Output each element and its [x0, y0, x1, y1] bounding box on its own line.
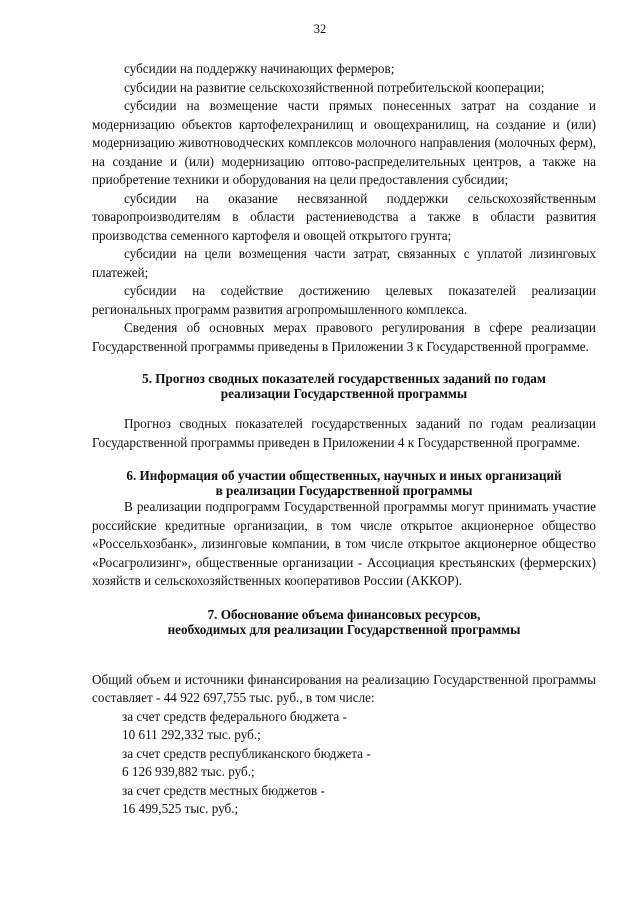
funding-line: за счет средств республиканского бюджета - — [122, 745, 371, 761]
funding-line: за счет средств федерального бюджета - — [122, 708, 347, 724]
funding-line: 6 126 939,882 тыс. руб.; — [122, 764, 255, 780]
list-item: субсидии на цели возмещения части затрат, связанных с уплатой лизинговых платежей; — [92, 246, 596, 280]
document-body — [92, 60, 596, 819]
funding-line: 16 499,525 тыс. руб.; — [122, 801, 239, 817]
list-item: субсидии на развитие сельскохозяйственной потребительской кооперации; — [124, 79, 545, 95]
section-6-title-line-2: в реализации Государственной программы — [215, 483, 473, 498]
funding-line: за счет средств местных бюджетов - — [122, 782, 325, 798]
page-number: 32 — [313, 22, 327, 36]
list-item: субсидии на содействие достижению целевых показателей реализации региональных программ развития агропромышленного комплекса. — [92, 283, 596, 317]
section-7-total: Общий объем и источники финансирования на реализацию Государственной программы составляет - 44 922 697,755 тыс. руб., в том числе: — [92, 671, 596, 705]
section-6-text: В реализации подпрограмм Государственной программы могут принимать участие российские кредитные организации, в том числе открытое акционерное общество «Россельхозбанк», лизинговые компании, в том числе открытое акционерное общество «Росагролизинг», общественные организации - Ассоциация крестьянских (фермерских) хозяйств и сельскохозяйственных кооперативов России (АККОР). — [92, 499, 596, 588]
section-5-text: Прогноз сводных показателей государственных заданий по годам реализации Государственной программы приведен в Приложении 4 к Государственной программе. — [92, 416, 596, 450]
section-6-title-line-1: 6. Информация об участии общественных, научных и иных организаций — [126, 468, 562, 483]
list-item: субсидии на оказание несвязанной поддержки сельскохозяйственным товаропроизводителям в области растениеводства а также в области развития производства семенного картофеля и овощей открытого грунта; — [92, 190, 596, 243]
regulation-paragraph: Сведения об основных мерах правового регулирования в сфере реализации Государственной программы приведены в Приложении 3 к Государственной программе. — [92, 320, 596, 354]
section-5-title-line-1: 5. Прогноз сводных показателей государственных заданий по годам — [142, 371, 546, 386]
list-item: субсидии на возмещение части прямых понесенных затрат на создание и модернизацию объектов картофелехранилищ и овощехранилищ, на создание и (или) модернизацию животноводческих комплексов молочного направления (молочных ферм), на создание и (или) модернизацию оптово-распределительных центров, а также на приобретение техники и оборудования на цели предоставления субсидии; — [92, 98, 596, 187]
funding-line: 10 611 292,332 тыс. руб.; — [122, 727, 261, 743]
section-5-title-line-2: реализации Государственной программы — [220, 386, 468, 401]
section-7-title-line-2: необходимых для реализации Государственной программы — [167, 621, 521, 637]
list-item: субсидии на поддержку начинающих фермеров; — [124, 61, 395, 76]
section-7-title-line-1: 7. Обоснование объема финансовых ресурсов, — [207, 606, 481, 622]
